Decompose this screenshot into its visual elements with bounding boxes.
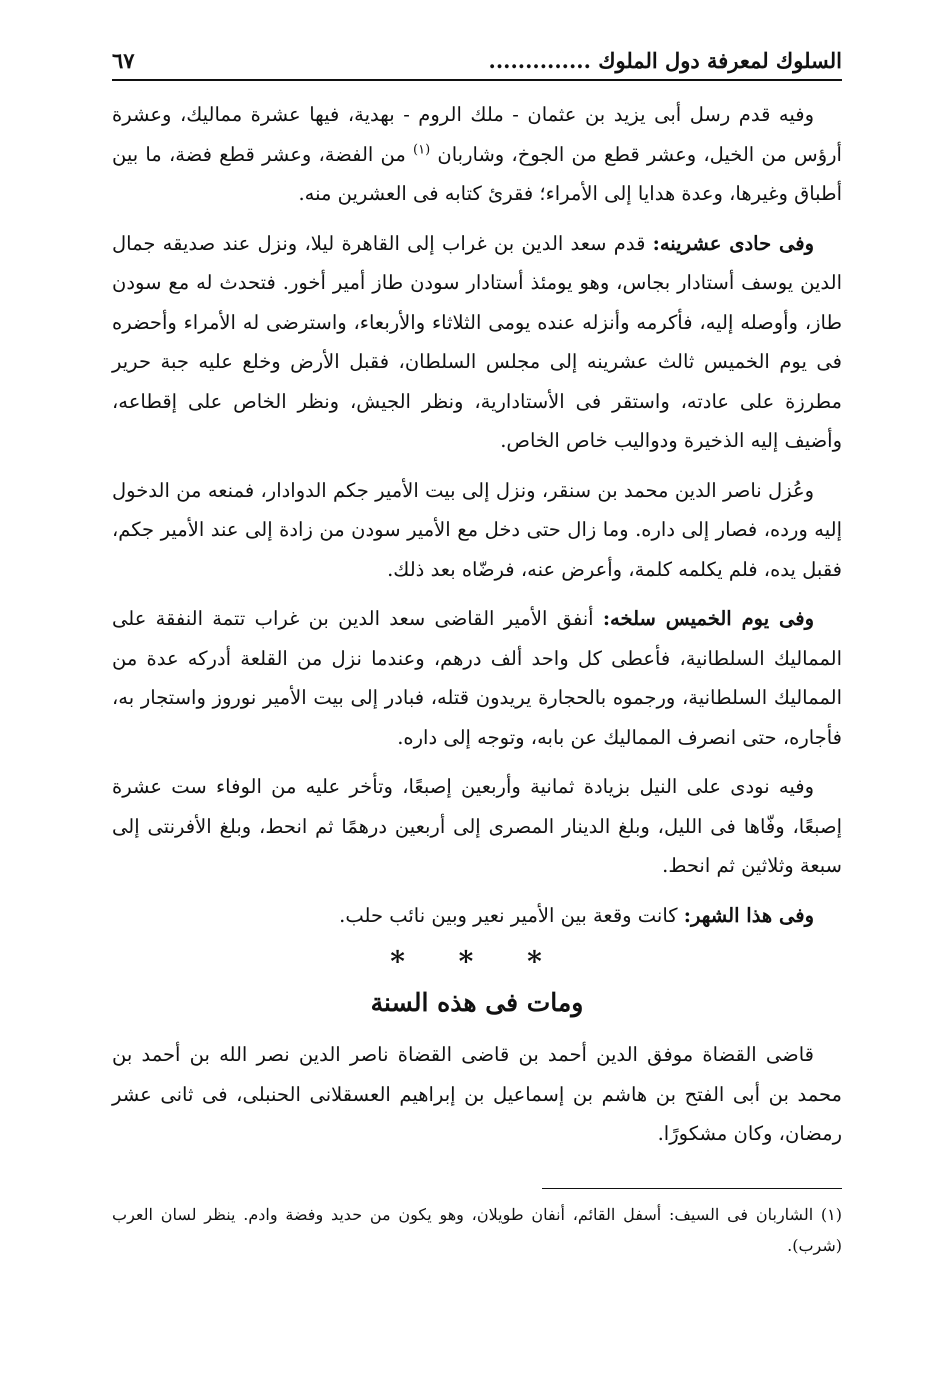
paragraph-text: أنفق الأمير القاضى سعد الدين بن غراب تتمة النفقة على المماليك السلطانية، فأعطى كل واحد ألف درهم، وعندما نزل من القلعة أدركه عدة من المماليك السلطانية، ورجموه بالحجارة يريدون قتله، فبادر إلى بيت الأمير نوروز واستجار به، فأجاره، حتى انصرف المماليك عن بابه، وتوجه إلى داره. [112,607,842,749]
footnote-reference: (١) [413,142,431,157]
paragraph-lead: وفى حادى عشرينه: [652,231,814,255]
paragraph-battle [112,896,842,936]
paragraph-text: قدم سعد الدين بن غراب إلى القاهرة ليلا، ونزل عند صديقه جمال الدين يوسف أستادار بجاس، وهو يومئذ أستادار سودن طاز أمير أخور. فتحدث له مع سودن طاز، وأوصله إليه، فأكرمه وأنزله عنده يومى الثلاثاء والأربعاء، واسترضى له الأمراء وأحضره فى يوم الخميس ثالث عشرينه إلى مجلس السلطان، فقبل الأرض وخلع عليه جبة حرير مطرزة على عادته، واستقر فى الأستادارية، ونظر الجيش، ونظر الخاص على إقطاعه، وأضيف إليه الذخيرة ودواليب خاص الخاص. [112,231,842,452]
paragraph-text: قاضى القضاة موفق الدين أحمد بن قاضى القضاة ناصر الدين نصر الله بن أحمد بن محمد بن أبى الفتح بن هاشم بن إسماعيل بن إبراهيم العسقلانى الحنبلى، فى ثانى عشر رمضان، وكان مشكورًا. [112,1043,842,1145]
running-title: السلوك لمعرفة دول الملوك .............. [488,48,842,73]
section-title: ومات فى هذه السنة [370,988,584,1017]
paragraph-obituary [112,1035,842,1154]
paragraph-thursday [112,599,842,757]
paragraph-lead: وفى هذا الشهر: [683,903,814,927]
paragraph-nile [112,767,842,886]
footnote: (١) الشاربان فى السيف: أسفل القائم، أنفان طويلان، وهو يكون من حديد وفضة وادم. ينظر لسان العرب (شرب). [112,1204,842,1255]
section-divider-stars: * * * [390,945,564,978]
paragraph-lead: وفى يوم الخميس سلخه: [602,607,814,630]
paragraph-text: من الفضة، وعشر قطع فضة، ما بين أطباق وغيرها، وعدة هدايا إلى الأمراء؛ فقرئ كتابه فى العشرين منه. [112,142,842,205]
paragraph-text: وفيه نودى على النيل بزيادة ثمانية وأربعين إصبعًا، وتأخر عليه من الوفاء ست عشرة إصبعًا، وفّاها فى الليل، وبلغ الدينار المصرى إلى أربعين درهمًا ثم انحط، وبلغ الأفرنتى إلى سبعة وثلاثين ثم انحط. [112,775,842,877]
page-number: ٦٧ [112,48,135,73]
book-page [112,48,842,1261]
paragraph-embassy [112,95,842,214]
footnote-separator [542,1188,842,1189]
running-header [112,48,842,81]
paragraph-dismissal [112,471,842,590]
paragraph-text: كانت وقعة بين الأمير نعير وبين نائب حلب. [339,903,684,927]
paragraph-ibn-ghurab-arrival [112,224,842,461]
paragraph-text: وفيه قدم رسل أبى يزيد بن عثمان - ملك الروم - بهدية، فيها عشرة مماليك، وعشرة أرؤس من الخيل، وعشر قطع من الجوخ، وشاربان [112,103,842,166]
paragraph-text: وعُزل ناصر الدين محمد بن سنقر، ونزل إلى بيت الأمير جكم الدوادار، فمنعه من الدخول إليه ورده، فصار إلى داره. وما زال حتى دخل مع الأمير سودن من زادة إلى عند الأمير جكم، فقبل يده، فلم يكلمه كلمة، وأعرض عنه، فرضّاه بعد ذلك. [112,478,842,581]
